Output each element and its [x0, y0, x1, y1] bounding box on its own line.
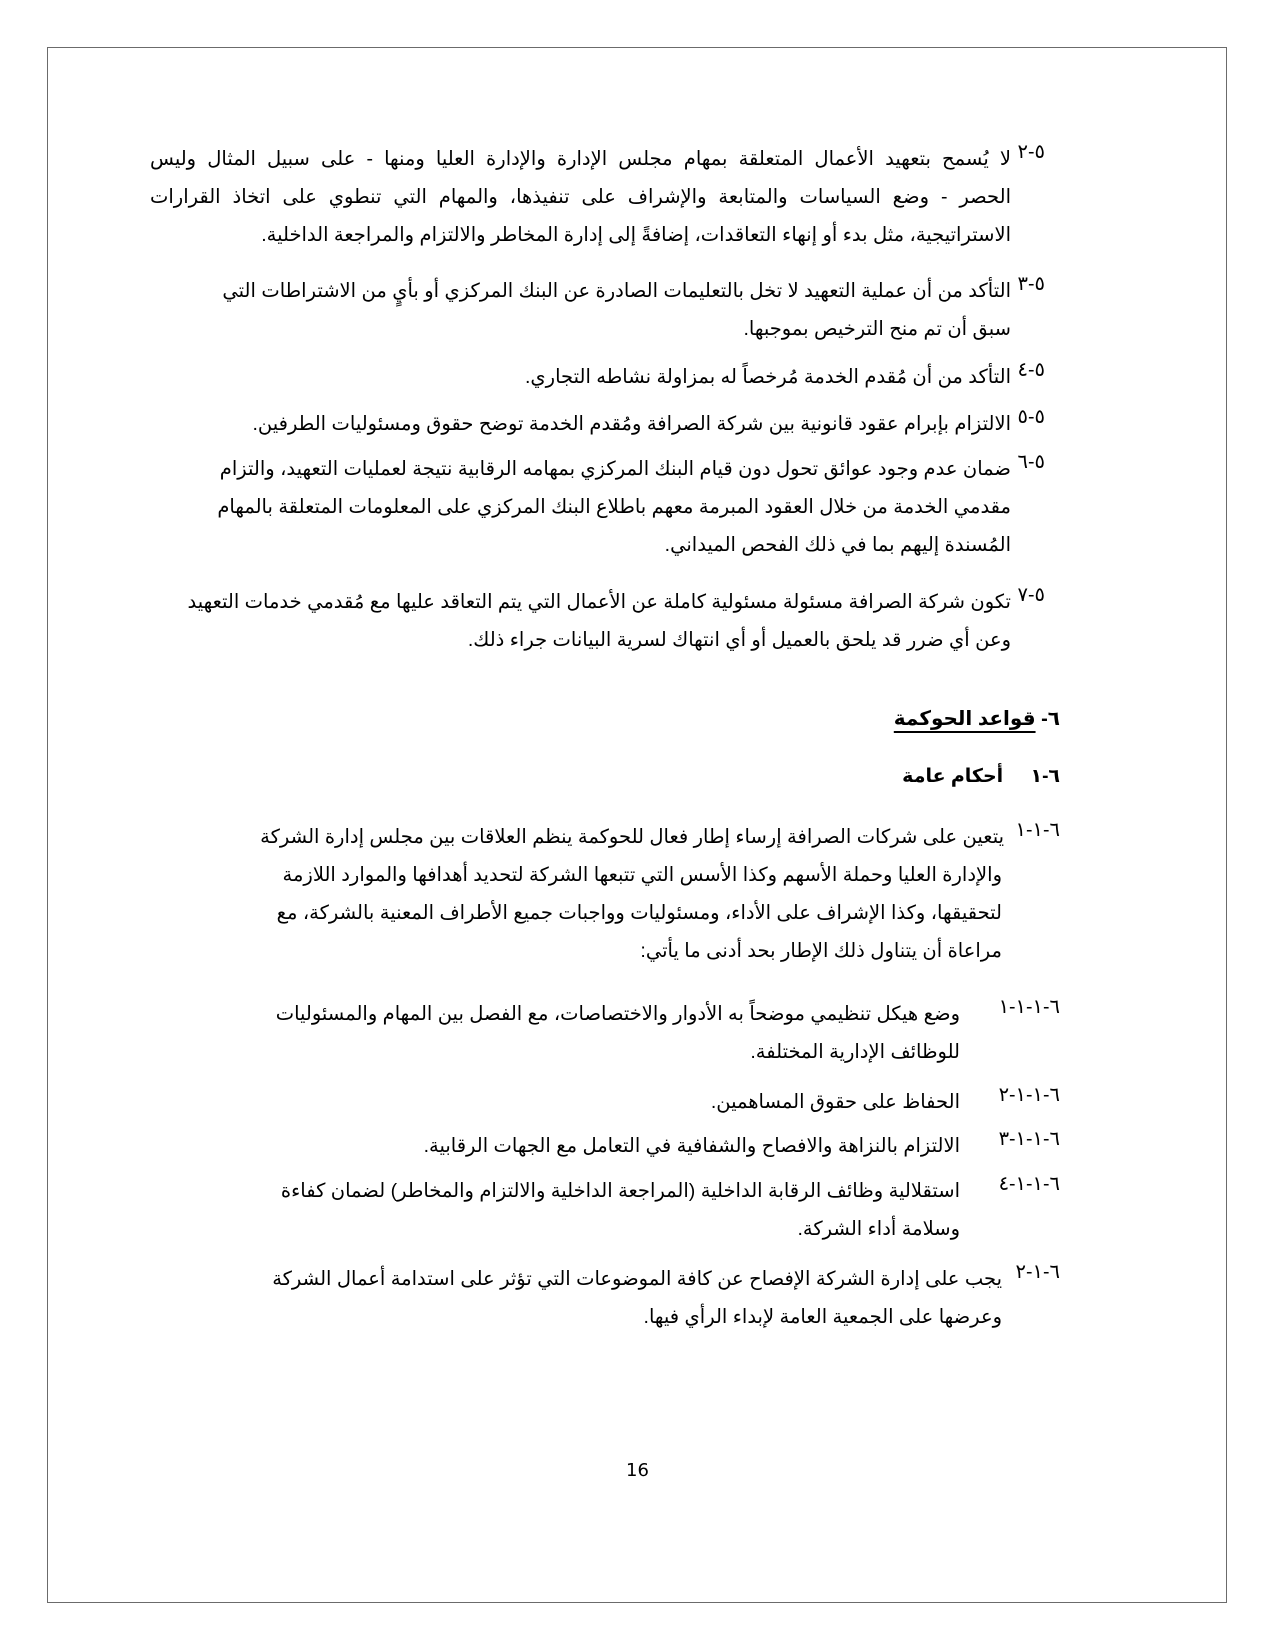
clause-line: سبق أن تم منح الترخيص بموجبها.	[743, 318, 1011, 340]
clause-line: استقلالية وظائف الرقابة الداخلية (المراجعة الداخلية والالتزام والمخاطر) لضمان كفاءة	[280, 1180, 960, 1202]
subsection-number: ٦-١	[1030, 766, 1060, 787]
clause-number: ٦-١-٢	[1015, 1261, 1060, 1283]
clause-line: الحفاظ على حقوق المساهمين.	[710, 1091, 960, 1113]
clause-line: يتعين على شركات الصرافة إرساء إطار فعال للحوكمة ينظم العلاقات بين مجلس إدارة الشركة	[260, 826, 1004, 848]
clause-line: مراعاة أن يتناول ذلك الإطار بحد أدنى ما يأتي:	[640, 940, 1002, 962]
page-number: 16	[626, 1460, 649, 1481]
clause-line: الالتزام بالنزاهة والافصاح والشفافية في التعامل مع الجهات الرقابية.	[423, 1135, 960, 1157]
subsection-heading	[902, 765, 1060, 788]
clause-6-1-1-1	[150, 995, 1060, 1071]
clause-line: تكون شركة الصرافة مسئولة مسئولية كاملة عن الأعمال التي يتم التعاقد عليها مع مُقدمي خدمات التعهيد	[187, 591, 1011, 613]
clause-6-1-2	[150, 1260, 1060, 1336]
clause-6-1-1-4	[150, 1172, 1060, 1248]
clause-number: ٥-٥	[1017, 406, 1045, 428]
clause-line: المُسندة إليهم بما في ذلك الفحص الميداني.	[664, 534, 1011, 556]
clause-line: التأكد من أن مُقدم الخدمة مُرخصاً له بمزاولة نشاطه التجاري.	[525, 366, 1011, 388]
clause-line: للوظائف الإدارية المختلفة.	[750, 1041, 960, 1063]
clause-5-4	[150, 358, 1045, 396]
clause-line: يجب على إدارة الشركة الإفصاح عن كافة الموضوعات التي تؤثر على استدامة أعمال الشركة	[272, 1268, 1002, 1290]
clause-5-3	[150, 272, 1045, 348]
clause-number: ٦-١-١-٤	[998, 1173, 1060, 1195]
clause-number: ٥-٧	[1017, 584, 1045, 606]
clause-line: وعن أي ضرر قد يلحق بالعميل أو أي انتهاك لسرية البيانات جراء ذلك.	[467, 629, 1011, 651]
clause-5-6	[150, 450, 1045, 564]
clause-line: الحصر - وضع السياسات والمتابعة والإشراف على تنفيذها، والمهام التي تنطوي على اتخاذ القرارات	[150, 186, 1011, 208]
section-number: ٦-	[1041, 708, 1060, 730]
clause-line: الالتزام بإبرام عقود قانونية بين شركة الصرافة ومُقدم الخدمة توضح حقوق ومسئوليات الطرفين.	[252, 413, 1011, 435]
clause-line: لتحقيقها، وكذا الإشراف على الأداء، ومسئوليات وواجبات جميع الأطراف المعنية بالشركة، مع	[276, 902, 1002, 924]
clause-6-1-1	[150, 818, 1060, 970]
clause-number: ٦-١-١	[1015, 819, 1060, 841]
clause-number: ٦-١-١-١	[998, 996, 1060, 1018]
clause-line: مقدمي الخدمة من خلال العقود المبرمة معهم باطلاع البنك المركزي على المعلومات المتعلقة بالمهام	[217, 496, 1011, 518]
clause-6-1-1-2	[150, 1083, 1060, 1121]
section-heading	[894, 706, 1060, 731]
clause-6-1-1-3	[150, 1127, 1060, 1165]
clause-number: ٥-٣	[1017, 273, 1045, 295]
subsection-title: أحكام عامة	[902, 766, 1004, 787]
clause-line: ضمان عدم وجود عوائق تحول دون قيام البنك المركزي بمهامه الرقابية نتيجة لعمليات التعهيد، والتزام	[219, 458, 1011, 480]
clause-number: ٥-٦	[1017, 451, 1045, 473]
clause-number: ٦-١-١-٣	[998, 1128, 1060, 1150]
clause-5-2	[150, 140, 1045, 254]
clause-line: وضع هيكل تنظيمي موضحاً به الأدوار والاختصاصات، مع الفصل بين المهام والمسئوليات	[275, 1003, 960, 1025]
clause-5-5	[150, 405, 1045, 443]
clause-number: ٥-٢	[1017, 141, 1045, 163]
clause-line: والإدارة العليا وحملة الأسهم وكذا الأسس التي تتبعها الشركة لتحديد أهدافها والموارد اللازمة	[282, 864, 1002, 886]
clause-number: ٥-٤	[1017, 359, 1045, 381]
section-title: قواعد الحوكمة	[893, 708, 1036, 730]
clause-line: وسلامة أداء الشركة.	[797, 1218, 960, 1240]
clause-line: التأكد من أن عملية التعهيد لا تخل بالتعليمات الصادرة عن البنك المركزي أو بأيٍ من الاشتراطات التي	[222, 280, 1011, 302]
clause-line: وعرضها على الجمعية العامة لإبداء الرأي فيها.	[643, 1306, 1002, 1328]
clause-line: الاستراتيجية، مثل بدء أو إنهاء التعاقدات، إضافةً إلى إدارة المخاطر والالتزام والمراجعة الداخلية.	[261, 224, 1011, 246]
clause-number: ٦-١-١-٢	[998, 1084, 1060, 1106]
clause-line: لا يُسمح بتعهيد الأعمال المتعلقة بمهام مجلس الإدارة والإدارة العليا ومنها - على سبيل المثال وليس	[150, 148, 1011, 170]
clause-5-7	[150, 583, 1045, 659]
